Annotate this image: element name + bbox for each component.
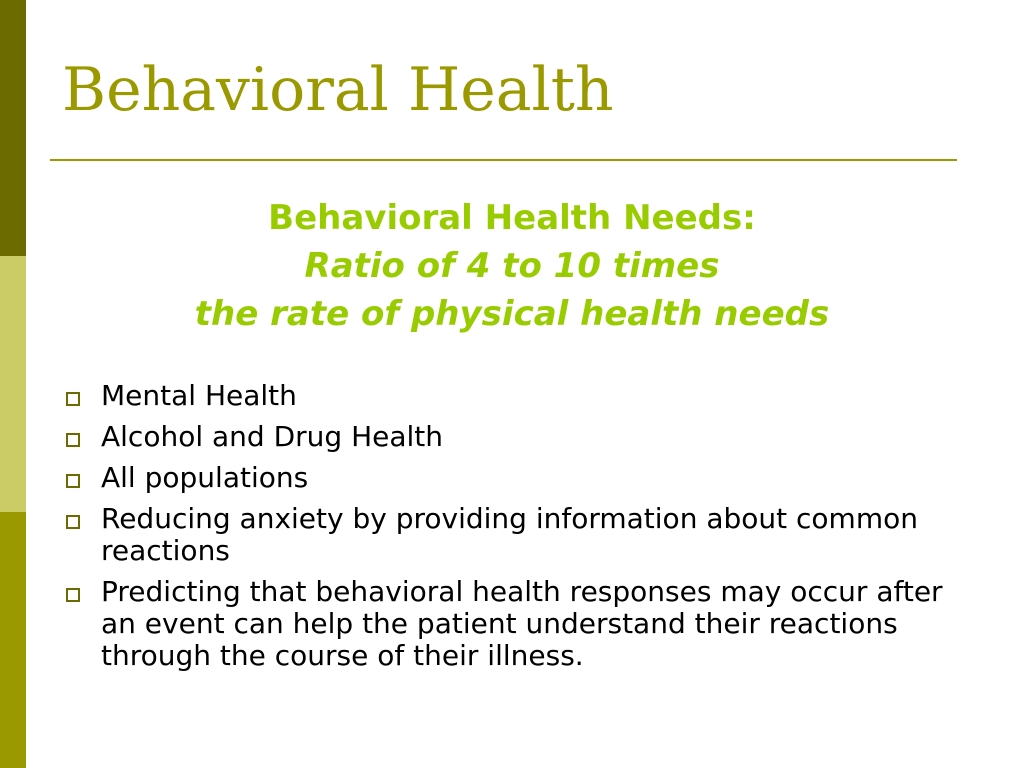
subtitle-ratio: Ratio of 4 to 10 times: [304, 246, 720, 286]
bullet-list: [66, 380, 966, 681]
list-item: [66, 503, 966, 567]
side-bar-light-segment: [0, 256, 26, 512]
subtitle-heading: Behavioral Health Needs:: [268, 198, 756, 238]
list-item: [66, 462, 966, 494]
square-bullet-icon: [66, 392, 80, 406]
list-item-text: All populations: [101, 461, 309, 494]
list-item-text: Predicting that behavioral health responses may occur after an event can help the patient understand their reactions through the course of their illness.: [101, 575, 943, 672]
square-bullet-icon: [66, 515, 80, 529]
title-divider: [50, 159, 957, 161]
subtitle-block: [50, 194, 974, 338]
list-item: [66, 380, 966, 412]
list-item: [66, 421, 966, 453]
side-bar-olive-segment: [0, 512, 26, 768]
square-bullet-icon: [66, 588, 80, 602]
side-bar-dark-segment: [0, 0, 26, 256]
list-item: [66, 576, 966, 672]
square-bullet-icon: [66, 474, 80, 488]
slide-title: Behavioral Health: [62, 55, 614, 125]
list-item-text: Reducing anxiety by providing information about common reactions: [101, 502, 918, 567]
subtitle-rate: the rate of physical health needs: [194, 294, 830, 334]
list-item-text: Alcohol and Drug Health: [101, 420, 444, 453]
square-bullet-icon: [66, 433, 80, 447]
list-item-text: Mental Health: [101, 379, 297, 412]
